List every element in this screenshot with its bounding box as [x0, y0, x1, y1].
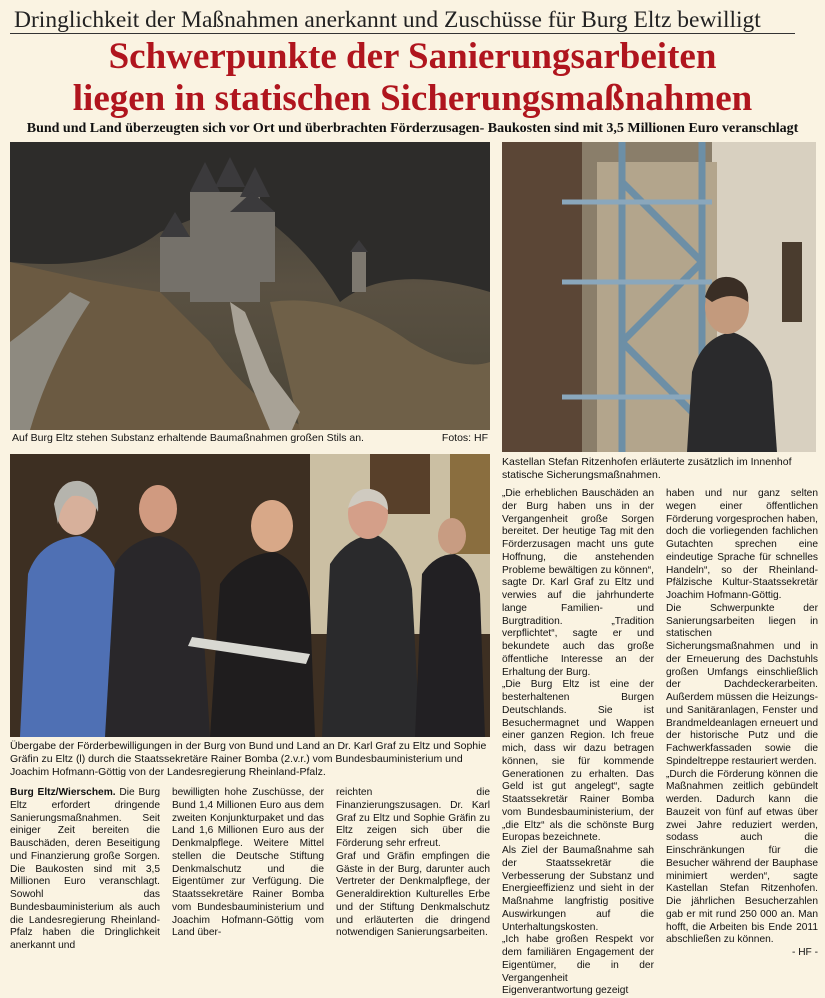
- article-column-5: [666, 488, 818, 960]
- kastellan-photo: [502, 142, 816, 452]
- castle-photo: [10, 142, 490, 430]
- column-3-paragraph-1: reichten die Finanzierungszusagen. Dr. Karl Graf zu Eltz und Sophie Gräfin zu Eltz zeigen sich über die Förderung sehr erfreut.: [336, 787, 490, 849]
- author-signoff: - HF -: [791, 947, 818, 958]
- article-kicker: Dringlichkeit der Maßnahmen anerkannt und Zuschüsse für Burg Eltz bewilligt: [14, 7, 761, 33]
- column-5-paragraph-3: „Durch die Förderung können die Maßnahmen zeitlich gebündelt werden. Dadurch kann die Bauzeit von fünf auf etwas über zwei Jahre reduziert werden, sodass auch die Einschränkungen für die Besucher während der Bauphase minimiert werden“, sagte Kastellan Stefan Ritzenhofen. Die jährlichen Besucherzahlen gab er mit rund 250 000 an. Man hofft, die Arbeiten bis Ende 2011 abschließen zu können.: [666, 768, 818, 946]
- kastellan-caption: Kastellan Stefan Ritzenhofen erläuterte zusätzlich im Innenhof statische Sicherungsmaßnahmen.: [502, 456, 792, 481]
- article-column-2: [172, 787, 324, 940]
- column-5-paragraph-1: haben und nur ganz selten wegen einer öffentlichen Förderung vorgesprochen haben, doch die vorliegenden fachlichen Gutachten sprechen eine eindeutige Sprache für schnelles Handeln“, so der Rheinland-Pfälzische Kultur-Staatssekretär Joachim Hofmann-Göttig.: [666, 488, 818, 601]
- column-5-paragraph-2: Die Schwerpunkte der Sanierungsarbeiten liegen in statischen Sicherungsmaßnahmen und in der Erneuerung des Dachstuhls großen Umfangs einschließlich der Dachdeckerarbeiten. Außerdem müssen die Heizungs- und Sanitäranlagen, Fenster und Brandmeldeanlagen erneuert und der historische Putz und die Fachwerkfassaden sowie die Spindeltreppe restauriert werden.: [666, 602, 818, 767]
- article-column-3: [336, 787, 490, 940]
- column-1-text: Die Burg Eltz erfordert dringende Sanierungsmaßnahmen. Seit einiger Zeit bereiten die Bauschäden, deren Beseitigung und Finanzierung große Sorgen. Die Baukosten sind mit 3,5 Millionen Euro veranschlagt. Sowohl das Bundesbauministerium als auch die Landesregierung Rheinland-Pfalz haben die Dringlichkeit anerkannt und: [10, 787, 161, 951]
- column-4-paragraph-1: „Die erheblichen Bauschäden an der Burg haben uns in der Vergangenheit große Sorgen bereitet. Der heutige Tag mit den Förderzusagen macht uns gute Hoffnung, die anstehenden Probleme bewältigen zu können“, sagte Dr. Karl Graf zu Eltz und verwies auf die jahrhunderte lange Familien- und Burgtradition. „Tradition verpflichtet“, sagte er und bekundete auch das große öffentliche Interesse an der Erhaltung der Burg.: [502, 488, 654, 678]
- kicker-rule: [10, 33, 795, 34]
- article-column-4: [502, 488, 654, 998]
- headline-line-1: Schwerpunkte der Sanierungsarbeiten: [108, 36, 717, 77]
- subheadline: Bund und Land überzeugten sich vor Ort und überbrachten Förderzusagen- Baukosten sind mit 3,5 Millionen Euro veranschlagt: [26, 121, 799, 136]
- ceremony-photo: [10, 454, 490, 737]
- castle-caption-text: Auf Burg Eltz stehen Substanz erhaltende Baumaßnahmen großen Stils an.: [12, 432, 364, 444]
- column-4-paragraph-3: Als Ziel der Baumaßnahme sah der Staatssekretär die Verbesserung der Substanz und Energieeffizienz und sieht in der Maßnahme langfristig positive Auswirkungen auf die Unterhaltungskosten.: [502, 845, 654, 933]
- castle-caption: [12, 432, 488, 445]
- column-3-paragraph-2: Graf und Gräfin empfingen die Gäste in der Burg, darunter auch Vertreter der Denkmalpflege, der Generaldirektion Kulturelles Erbe und der Stiftung Denkmalschutz und erläuterten die dringend notwendigen Sanierungsarbeiten.: [336, 850, 490, 939]
- column-4-paragraph-2: „Die Burg Eltz ist eine der besterhaltenen Burgen Deutschlands. Sie ist Besuchermagnet und Wappen einer ganzen Region. Ich freue mich, dass wir dazu betragen können, sie für kommende Generationen zu erhalten. Das Geld ist gut angelegt“, sagte Staatssekretär Rainer Bomba vom Bundesbauministerium, der „die Eltz“ als die schönste Burg Europas bezeichnete.: [502, 679, 654, 844]
- headline-line-2: liegen in statischen Sicherungsmaßnahmen: [72, 78, 753, 119]
- dateline: Burg Eltz/Wierschem.: [10, 787, 116, 798]
- column-4-paragraph-4: „Ich habe großen Respekt vor dem familiären Engagement der Eigentümer, die in der Vergangenheit Eigenverantwortung gezeigt: [502, 934, 654, 997]
- ceremony-caption: Übergabe der Förderbewilligungen in der Burg von Bund und Land an Dr. Karl Graf zu Eltz und Sophie Gräfin zu Eltz (l) durch die Staatssekretäre Rainer Bomba (2.v.r.) vom Bundesbauministerium und Joachim Hofmann-Göttig von der Landesregierung Rheinland-Pfalz.: [10, 740, 487, 778]
- column-2-text: bewilligten hohe Zuschüsse, der Bund 1,4 Millionen Euro aus dem zweiten Konjunkturpaket und das Land 1,6 Millionen Euro aus der Denkmalpflege. Weitere Mittel stellen die Deutsche Stiftung Denkmalschutz und die Eigentümer zur Verfügung. Die Staatssekretäre Rainer Bomba vom Bundesbauministerium und Joachim Hofmann-Göttig vom Land über-: [172, 787, 324, 939]
- article-column-1: [10, 787, 160, 953]
- photo-credit: Fotos: HF: [441, 432, 488, 444]
